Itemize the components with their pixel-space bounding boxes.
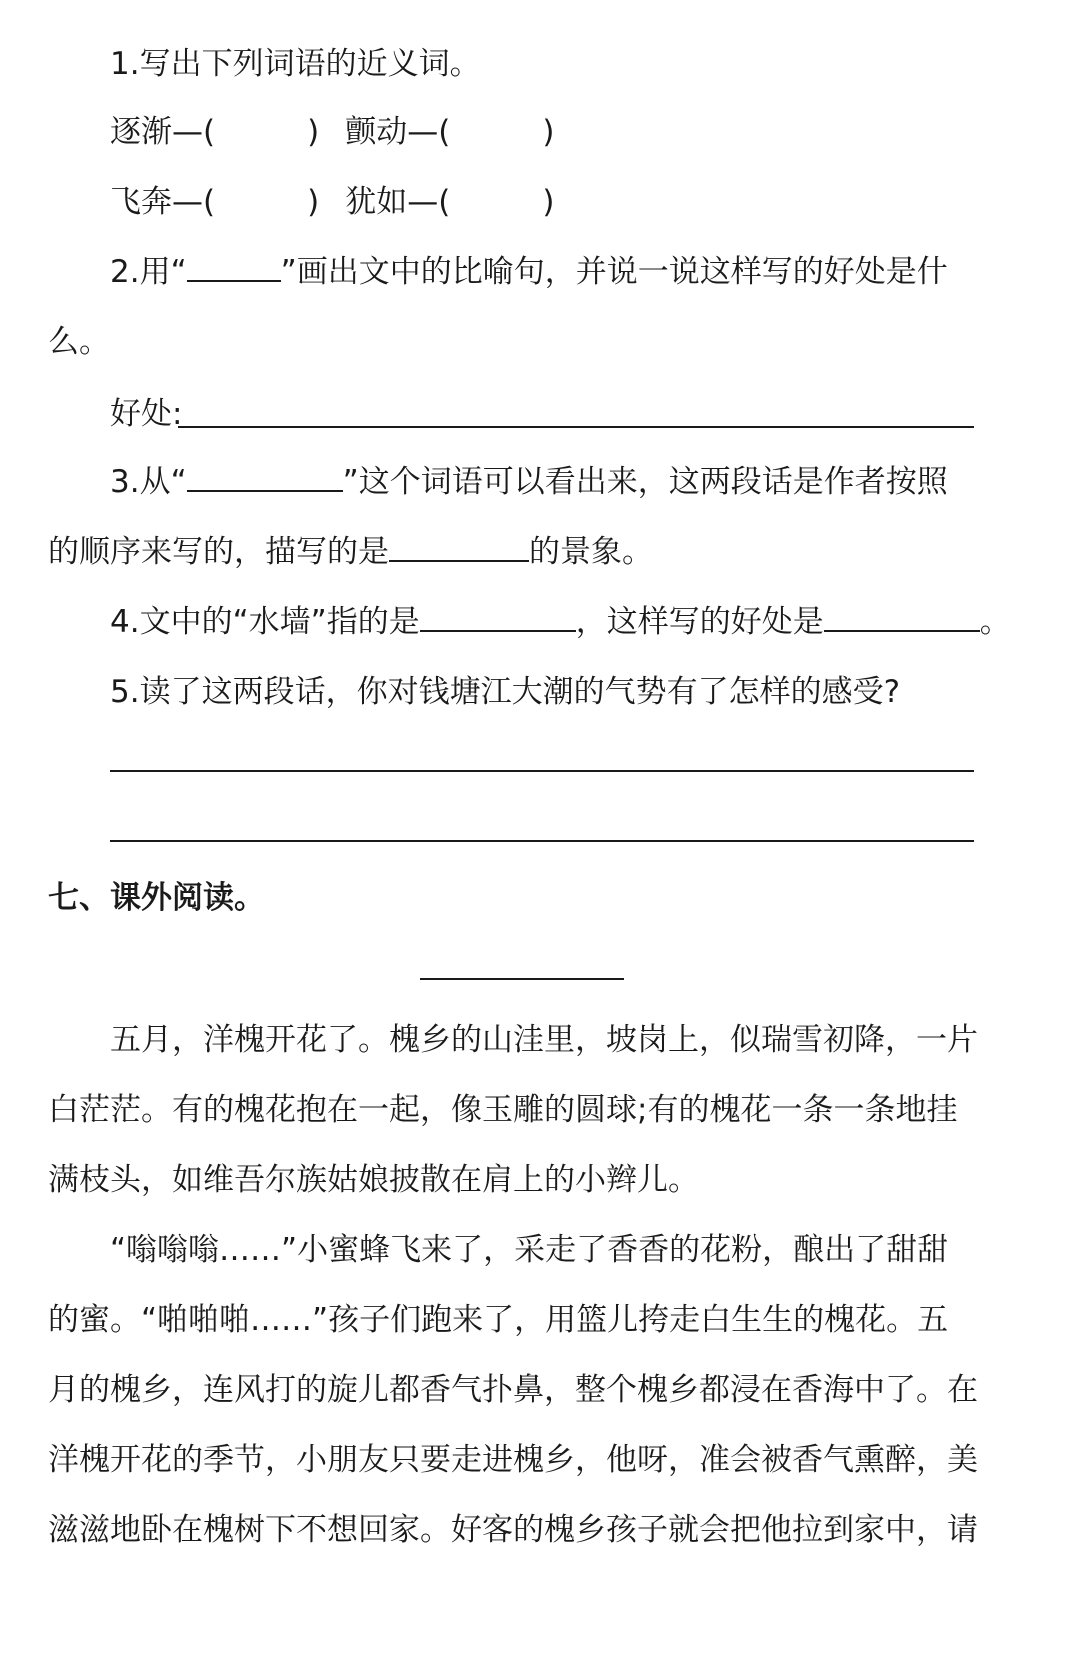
question-2-continuation: 么。 (48, 324, 110, 360)
q3-word-blank[interactable] (187, 460, 343, 492)
q2-rest: ”画出文中的比喻句，并说一说这样写的好处是什 (280, 254, 948, 290)
synonym-word-3: 飞奔—( (110, 184, 216, 220)
passage-line-6: 月的槐乡，连风打的旋儿都香气扑鼻，整个槐乡都浸在香海中了。在 (48, 1372, 978, 1408)
passage-line-8: 滋滋地卧在槐树下不想回家。好客的槐乡孩子就会把他拉到家中，请 (48, 1512, 978, 1548)
passage-line-2: 白茫茫。有的槐花抱在一起，像玉雕的圆球;有的槐花一条一条地挂 (48, 1092, 958, 1128)
question-1-prompt: 1.写出下列词语的近义词。 (110, 46, 481, 82)
q4-water-wall-blank[interactable] (420, 600, 576, 632)
question-3-prompt (110, 456, 948, 501)
passage-line-3: 满枝头，如维吾尔族姑娘披散在肩上的小辫儿。 (48, 1162, 699, 1198)
q4-a: 4.文中的“水墙”指的是 (110, 604, 420, 640)
synonym-word-1: 逐渐—( (110, 114, 216, 150)
passage-title-blank[interactable] (420, 978, 624, 980)
passage-line-1: 五月，洋槐开花了。槐乡的山洼里，坡岗上，似瑞雪初降，一片 (110, 1022, 978, 1058)
passage-line-7: 洋槐开花的季节，小朋友只要走进槐乡，他呀，准会被香气熏醉，美 (48, 1442, 978, 1478)
q3-line2b: 的景象。 (529, 534, 653, 570)
q3-rest: ”这个词语可以看出来，这两段话是作者按照 (342, 464, 948, 500)
question-3-line-2 (48, 526, 653, 571)
benefit-answer-line[interactable] (178, 426, 974, 428)
question-2-prompt (110, 246, 948, 291)
synonym-word-4: 犹如—( (345, 184, 451, 220)
underline-sample (187, 250, 281, 282)
synonym-close-2: ) (542, 114, 555, 150)
q3-line2a: 的顺序来写的，描写的是 (48, 534, 389, 570)
synonym-close-1: ) (307, 114, 320, 150)
passage-line-5: 的蜜。“啪啪啪……”孩子们跑来了，用篮儿挎走白生生的槐花。五 (48, 1302, 949, 1338)
q3-open: 3.从“ (110, 464, 187, 500)
synonym-word-2: 颤动—( (345, 114, 451, 150)
section-7-title: 七、课外阅读。 (48, 880, 265, 916)
synonym-close-3: ) (307, 184, 320, 220)
synonym-row-1 (110, 106, 554, 151)
q3-scene-blank[interactable] (389, 530, 529, 562)
q5-answer-line-1[interactable] (110, 770, 974, 772)
q4-benefit-blank[interactable] (824, 600, 980, 632)
question-4-prompt (110, 596, 1011, 641)
q5-answer-line-2[interactable] (110, 840, 974, 842)
q4-c: 。 (979, 604, 1011, 640)
synonym-row-2 (110, 176, 554, 221)
question-5-prompt: 5.读了这两段话，你对钱塘江大潮的气势有了怎样的感受? (110, 674, 901, 710)
q2-open: 2.用“ (110, 254, 187, 290)
benefit-label: 好处: (110, 396, 183, 432)
q4-b: ，这样写的好处是 (575, 604, 824, 640)
passage-line-4: “嗡嗡嗡……”小蜜蜂飞来了，采走了香香的花粉，酿出了甜甜 (110, 1232, 949, 1268)
synonym-close-4: ) (542, 184, 555, 220)
